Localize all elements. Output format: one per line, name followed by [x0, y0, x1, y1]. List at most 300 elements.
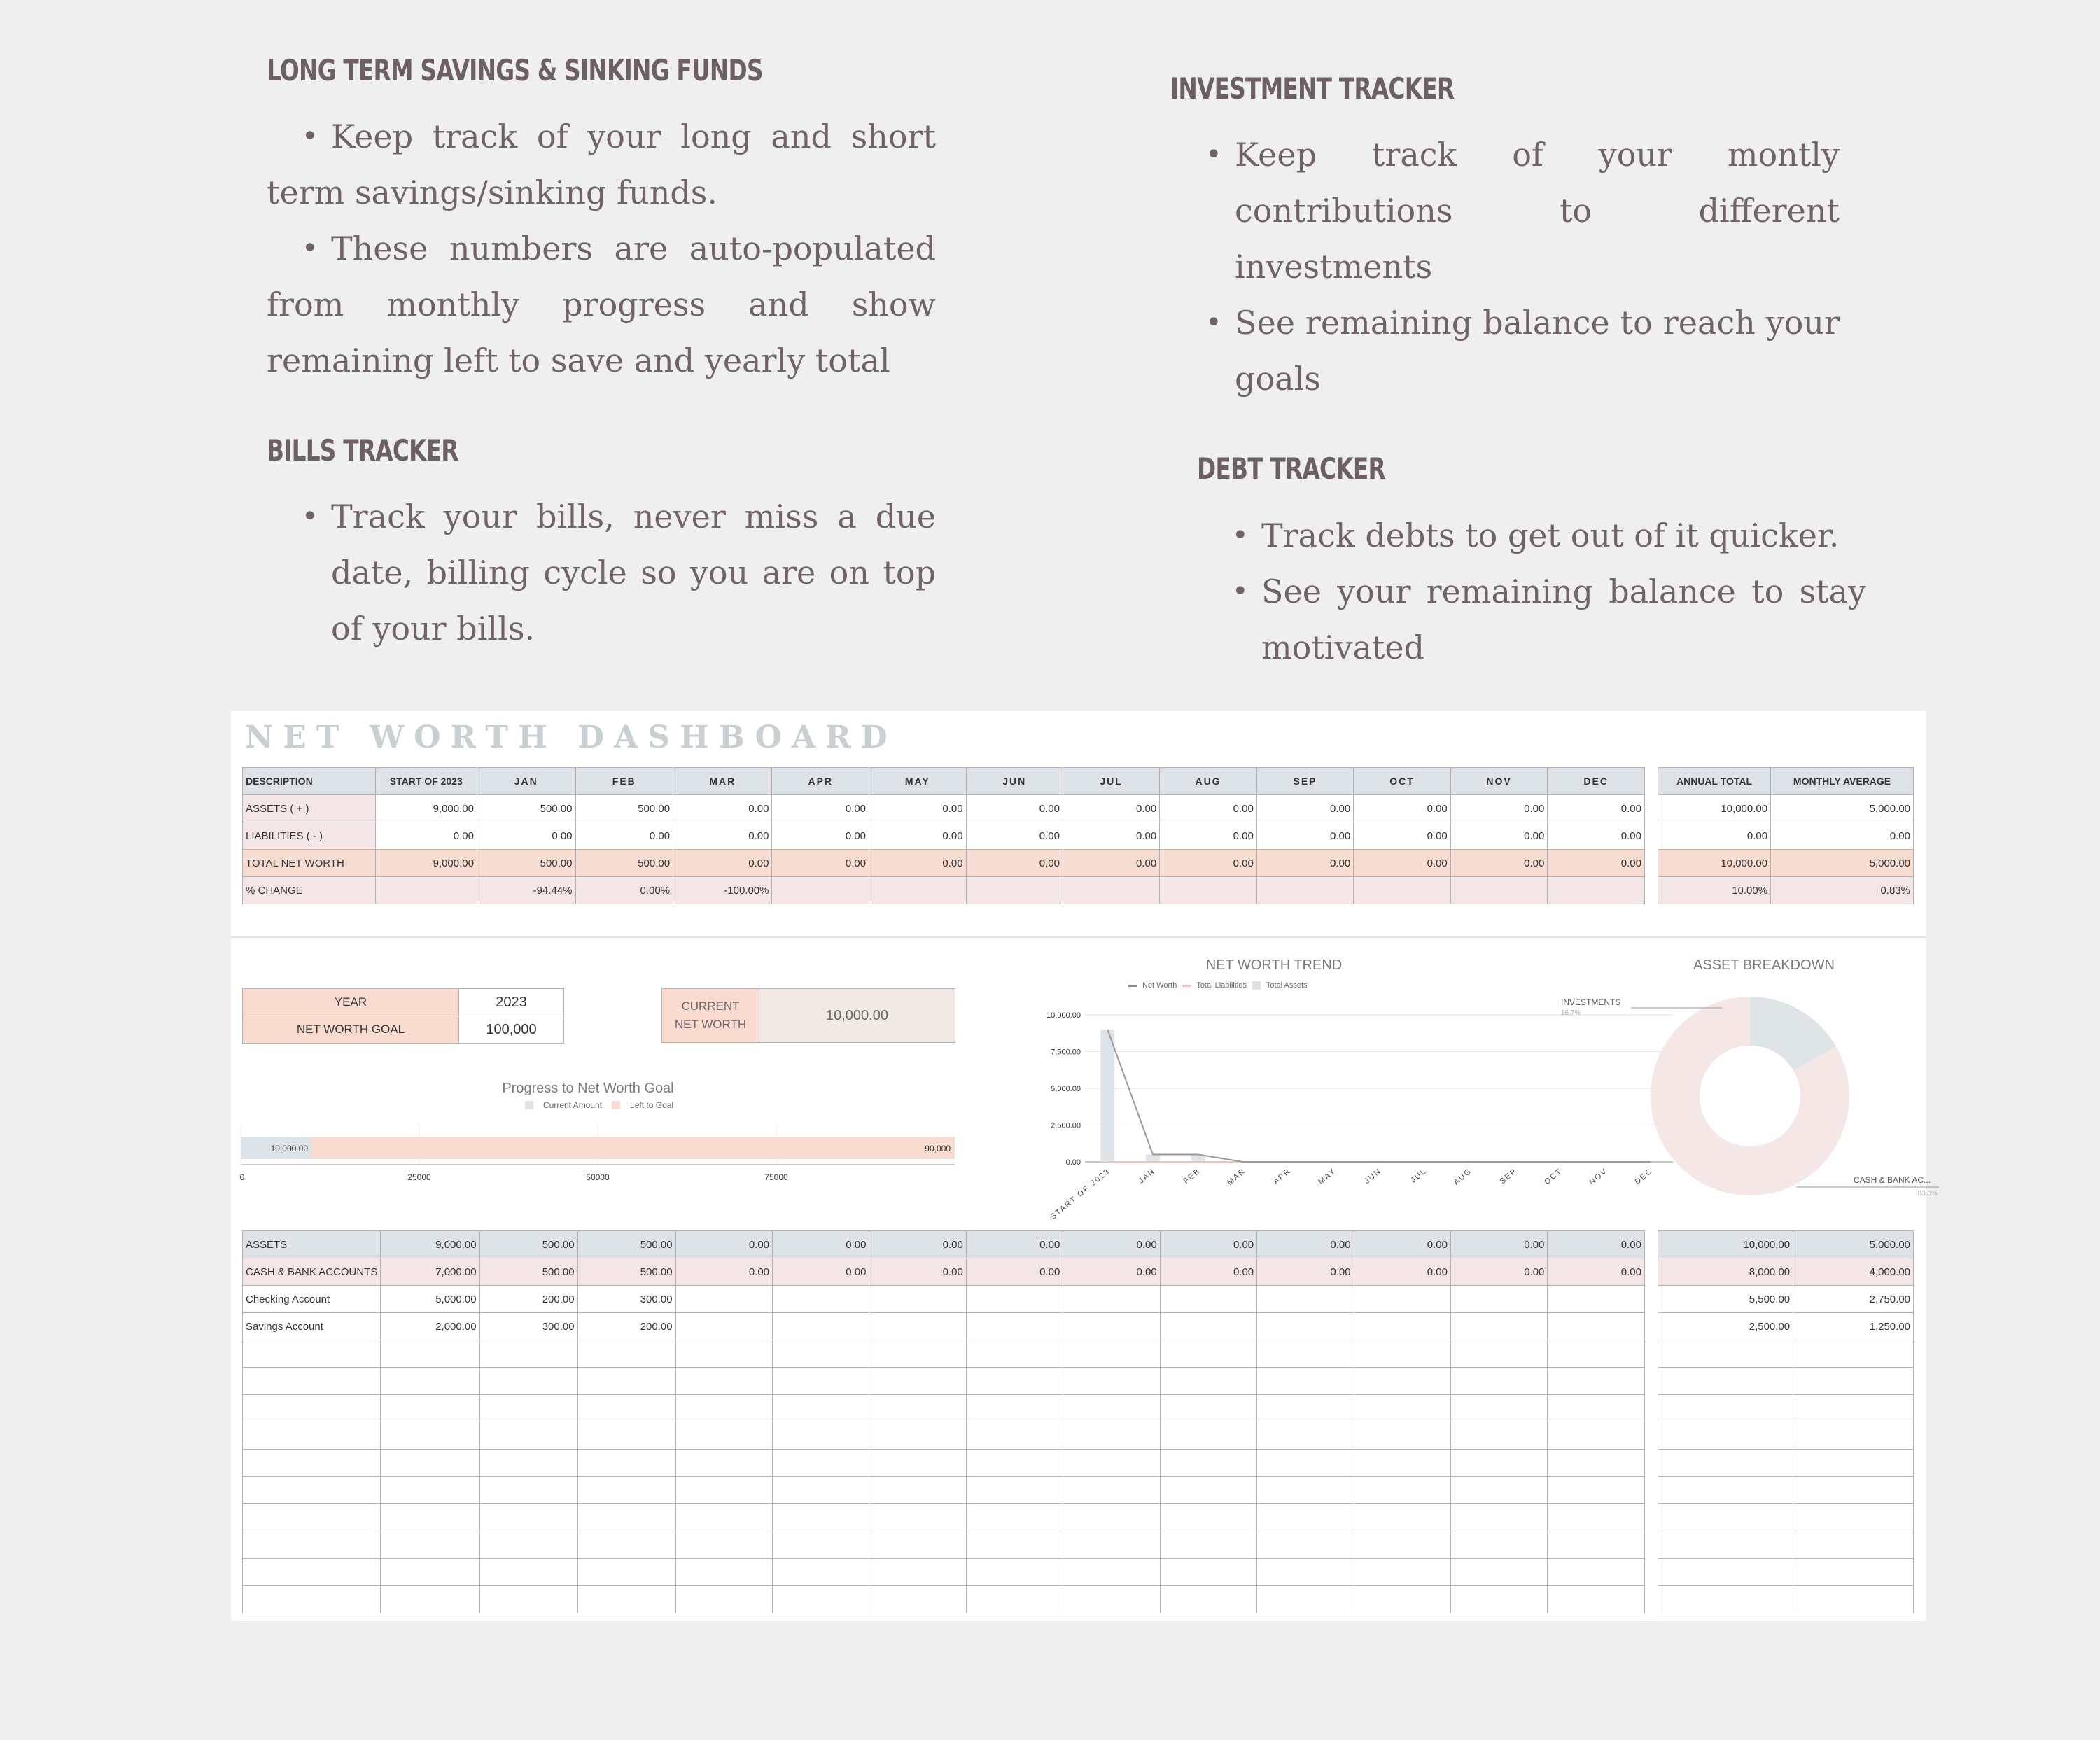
legend-swatch-assets: [1252, 981, 1261, 990]
legend-swatch-liabilities: [1182, 985, 1191, 987]
table-cell: 0.00: [869, 795, 967, 822]
table-cell: [578, 1477, 676, 1504]
table-cell: [773, 1450, 869, 1477]
table-cell: 0.00: [1256, 822, 1353, 850]
table-cell: [1257, 1477, 1354, 1504]
table-cell: [1063, 1586, 1160, 1613]
table-cell: 500.00: [477, 850, 575, 877]
table-cell: [479, 1368, 578, 1395]
x-tick-label: JUN: [1363, 1167, 1383, 1186]
column-header: DEC: [1548, 768, 1645, 795]
progress-legend: [525, 1100, 673, 1110]
table-cell: [1548, 1450, 1645, 1477]
table-cell: [1160, 1504, 1256, 1531]
table-cell: 0.00: [1063, 850, 1159, 877]
empty-row: [1658, 1504, 1914, 1531]
savings-bullet-1: • Keep track of your long and short term savings/sinking funds.: [267, 108, 936, 220]
investment-bullet-1: • Keep track of your montly contributions to different investments: [1235, 127, 1840, 295]
table-cell: [1450, 877, 1548, 904]
table-cell: 0.00: [575, 822, 673, 850]
table-cell: 0.00: [1257, 1258, 1354, 1286]
table-cell: [1548, 1531, 1645, 1559]
table-cell: 0.00: [1450, 822, 1548, 850]
table-cell: 0.00: [1063, 1258, 1160, 1286]
table-cell: [1354, 1586, 1450, 1613]
current-net-worth-value: 10,000.00: [760, 989, 955, 1042]
table-cell: 0.00: [1354, 795, 1451, 822]
x-tick-label: 50000: [586, 1172, 610, 1182]
table-cell: 200.00: [479, 1286, 578, 1313]
empty-row: [1658, 1340, 1914, 1368]
x-tick-label: FEB: [1182, 1167, 1203, 1186]
table-cell: [773, 1368, 869, 1395]
table-cell: [1160, 1422, 1256, 1450]
table-row: [243, 850, 1645, 877]
x-tick-label: OCT: [1543, 1167, 1564, 1187]
table-cell: [966, 1531, 1063, 1559]
row-label: TOTAL NET WORTH: [243, 850, 376, 877]
table-cell: [243, 1477, 381, 1504]
table-cell: [773, 1559, 869, 1586]
table-cell: [578, 1559, 676, 1586]
bar-total-assets: [1100, 1030, 1114, 1162]
table-cell: [1354, 1450, 1450, 1477]
column-header: APR: [772, 768, 869, 795]
empty-row: [1658, 1477, 1914, 1504]
table-cell: [1354, 1395, 1450, 1422]
table-cell: [1257, 1559, 1354, 1586]
net-worth-dashboard: [231, 711, 1938, 1621]
table-cell: 0.00: [869, 850, 967, 877]
summary-table: [242, 767, 1645, 904]
table-cell: 0.00: [1658, 822, 1771, 850]
slice-pct-label: 16.7%: [1561, 1009, 1581, 1017]
x-tick-label: AUG: [1452, 1167, 1474, 1187]
empty-row: [243, 1450, 1645, 1477]
table-cell: 500.00: [578, 1258, 676, 1286]
x-tick-label: MAR: [1226, 1167, 1248, 1187]
column-header: FEB: [575, 768, 673, 795]
legend-swatch-left: [612, 1101, 620, 1109]
table-cell: [966, 1559, 1063, 1586]
table-cell: 0.00: [1548, 1258, 1645, 1286]
table-cell: [1548, 877, 1645, 904]
table-cell: [1160, 1340, 1256, 1368]
table-cell: 0.00: [375, 822, 477, 850]
table-cell: 0.00: [772, 850, 869, 877]
assets-table: [242, 1230, 1645, 1613]
empty-row: [243, 1395, 1645, 1422]
current-net-worth-label: [662, 989, 760, 1042]
bills-section-body: [331, 489, 936, 657]
table-row: [1658, 850, 1914, 877]
table-cell: 0.00: [869, 1231, 966, 1258]
table-cell: [966, 1586, 1063, 1613]
table-row: [1658, 1231, 1914, 1258]
column-header: AUG: [1160, 768, 1257, 795]
table-cell: [1257, 1340, 1354, 1368]
table-cell: 0.00: [966, 1258, 1063, 1286]
y-tick-label: 10,000.00: [1046, 1011, 1081, 1020]
row-label: Savings Account: [243, 1313, 381, 1340]
column-header: OCT: [1354, 768, 1451, 795]
table-cell: [1450, 1531, 1547, 1559]
debt-bullet-2: • See your remaining balance to stay motivated: [1261, 563, 1866, 675]
trend-chart-title: NET WORTH TREND: [1205, 957, 1343, 973]
table-cell: [1450, 1313, 1547, 1340]
empty-row: [1658, 1422, 1914, 1450]
table-cell: [773, 1313, 869, 1340]
row-label: CASH & BANK ACCOUNTS: [243, 1258, 381, 1286]
column-header: JUL: [1063, 768, 1159, 795]
table-cell: [773, 1286, 869, 1313]
table-row: [1658, 877, 1914, 904]
table-cell: [1354, 1313, 1450, 1340]
empty-row: [1658, 1450, 1914, 1477]
table-cell: 0.00: [673, 850, 772, 877]
table-row: [1658, 822, 1914, 850]
table-cell: [1658, 1477, 1793, 1504]
table-cell: [869, 1395, 966, 1422]
empty-row: [1658, 1368, 1914, 1395]
table-cell: 0.00: [673, 822, 772, 850]
table-cell: [578, 1450, 676, 1477]
table-cell: [578, 1368, 676, 1395]
table-cell: [1793, 1586, 1914, 1613]
table-cell: [1793, 1340, 1914, 1368]
x-tick-label: MAY: [1317, 1167, 1338, 1186]
table-cell: [676, 1586, 772, 1613]
table-cell: [869, 1531, 966, 1559]
bills-bullet-1: • Track your bills, never miss a due date, billing cycle so you are on top of your bills.: [331, 489, 936, 657]
table-cell: [1658, 1340, 1793, 1368]
x-tick-label: DEC: [1633, 1167, 1655, 1187]
table-cell: [1450, 1586, 1547, 1613]
table-cell: 9,000.00: [375, 850, 477, 877]
table-cell: [1257, 1313, 1354, 1340]
table-cell: [381, 1422, 479, 1450]
investment-section-body: [1235, 127, 1840, 407]
table-cell: [676, 1531, 772, 1559]
table-cell: [243, 1531, 381, 1559]
table-cell: [1658, 1531, 1793, 1559]
legend-swatch-networth: [1128, 985, 1137, 987]
table-cell: [676, 1395, 772, 1422]
table-cell: [1354, 1477, 1450, 1504]
table-cell: [1450, 1286, 1547, 1313]
table-cell: [1063, 1422, 1160, 1450]
progress-chart-title: Progress to Net Worth Goal: [502, 1081, 674, 1096]
table-cell: 0.00: [1548, 795, 1645, 822]
legend-liabilities: Total Liabilities: [1196, 981, 1247, 990]
table-cell: [381, 1395, 479, 1422]
table-cell: [375, 877, 477, 904]
row-label: ASSETS ( + ): [243, 795, 376, 822]
table-cell: [1658, 1422, 1793, 1450]
year-input[interactable]: 2023: [459, 989, 564, 1016]
x-tick-label: 75000: [764, 1172, 788, 1182]
x-tick-label: NOV: [1588, 1167, 1610, 1187]
empty-row: [243, 1340, 1645, 1368]
table-cell: [676, 1477, 772, 1504]
empty-row: [243, 1531, 1645, 1559]
row-label: ASSETS: [243, 1231, 381, 1258]
table-cell: [381, 1340, 479, 1368]
legend-current: Current Amount: [543, 1100, 603, 1110]
row-label: Checking Account: [243, 1286, 381, 1313]
table-cell: [1160, 1286, 1256, 1313]
column-header: ANNUAL TOTAL: [1658, 768, 1771, 795]
table-cell: 0.00: [1450, 1231, 1547, 1258]
table-cell: [869, 1504, 966, 1531]
table-cell: [1354, 1340, 1450, 1368]
y-tick-label: 0.00: [1065, 1158, 1081, 1167]
table-cell: 5,500.00: [1658, 1286, 1793, 1313]
table-cell: [1256, 877, 1353, 904]
table-cell: [479, 1586, 578, 1613]
empty-row: [1658, 1395, 1914, 1422]
table-cell: [869, 1477, 966, 1504]
table-cell: 0.00: [477, 822, 575, 850]
y-tick-label: 7,500.00: [1051, 1048, 1081, 1057]
table-cell: 500.00: [575, 850, 673, 877]
table-cell: 2,000.00: [381, 1313, 479, 1340]
table-row: [243, 795, 1645, 822]
table-cell: [676, 1286, 772, 1313]
table-cell: [1160, 1395, 1256, 1422]
table-cell: -100.00%: [673, 877, 772, 904]
label-left-to-goal: 90,000: [925, 1144, 951, 1153]
x-tick-label: JUL: [1409, 1167, 1429, 1185]
table-cell: [1063, 1313, 1160, 1340]
table-cell: [578, 1531, 676, 1559]
table-cell: 500.00: [477, 795, 575, 822]
table-cell: 0.00: [1450, 850, 1548, 877]
table-cell: [578, 1340, 676, 1368]
table-row: [1658, 1258, 1914, 1286]
table-cell: [966, 877, 1063, 904]
table-cell: [1063, 1395, 1160, 1422]
label-current-amount: 10,000.00: [270, 1144, 308, 1153]
table-cell: [869, 1313, 966, 1340]
table-cell: [966, 1313, 1063, 1340]
table-cell: [1257, 1450, 1354, 1477]
empty-row: [243, 1368, 1645, 1395]
table-cell: 300.00: [578, 1286, 676, 1313]
table-cell: [1548, 1313, 1645, 1340]
table-cell: [1658, 1395, 1793, 1422]
x-tick-label: START OF 2023: [1049, 1167, 1112, 1221]
legend-left: Left to Goal: [630, 1100, 674, 1110]
table-cell: 0.00: [676, 1258, 772, 1286]
table-cell: [773, 1504, 869, 1531]
table-cell: [1257, 1586, 1354, 1613]
table-cell: [966, 1477, 1063, 1504]
table-cell: [869, 1586, 966, 1613]
legend-assets: Total Assets: [1266, 981, 1308, 990]
empty-row: [1658, 1559, 1914, 1586]
table-cell: [1548, 1395, 1645, 1422]
table-cell: [1450, 1368, 1547, 1395]
table-cell: 0.00: [772, 795, 869, 822]
table-cell: [243, 1559, 381, 1586]
column-header: MAY: [869, 768, 967, 795]
table-cell: [1160, 1531, 1256, 1559]
table-cell: [1160, 1313, 1256, 1340]
table-cell: 0.00: [1257, 1231, 1354, 1258]
column-header: SEP: [1256, 768, 1353, 795]
table-cell: [773, 1395, 869, 1422]
table-cell: [578, 1422, 676, 1450]
savings-section-title: LONG TERM SAVINGS & SINKING FUNDS: [267, 53, 763, 87]
table-cell: [869, 1340, 966, 1368]
table-cell: [479, 1504, 578, 1531]
table-cell: [869, 1450, 966, 1477]
y-tick-label: 2,500.00: [1051, 1121, 1081, 1130]
table-cell: [1063, 1286, 1160, 1313]
table-cell: [966, 1395, 1063, 1422]
progress-chart: [241, 1110, 962, 1187]
table-cell: [869, 1422, 966, 1450]
table-cell: [1793, 1450, 1914, 1477]
table-cell: 10,000.00: [1658, 1231, 1793, 1258]
table-cell: [676, 1422, 772, 1450]
row-label: % CHANGE: [243, 877, 376, 904]
table-cell: 10,000.00: [1658, 850, 1771, 877]
table-cell: [1793, 1477, 1914, 1504]
savings-bullet-2: • These numbers are auto-populated from monthly progress and show remaining left to save and yearly total: [267, 220, 936, 388]
table-cell: [479, 1340, 578, 1368]
table-cell: 0.00: [773, 1231, 869, 1258]
table-cell: 10,000.00: [1658, 795, 1771, 822]
table-cell: [1548, 1422, 1645, 1450]
table-cell: [869, 1559, 966, 1586]
table-cell: [1548, 1586, 1645, 1613]
table-cell: 5,000.00: [1771, 850, 1914, 877]
table-cell: [381, 1450, 479, 1477]
table-cell: [1354, 1559, 1450, 1586]
table-cell: 0.00: [1063, 795, 1159, 822]
table-cell: [243, 1395, 381, 1422]
table-cell: [1063, 1531, 1160, 1559]
table-cell: 0.00: [869, 822, 967, 850]
slice-label: INVESTMENTS: [1561, 997, 1621, 1007]
table-cell: [243, 1368, 381, 1395]
table-cell: [1160, 1477, 1256, 1504]
table-cell: [479, 1450, 578, 1477]
bar-left-to-goal: [312, 1137, 955, 1159]
table-cell: 500.00: [578, 1231, 676, 1258]
table-cell: 0.00: [1450, 1258, 1547, 1286]
table-cell: [1793, 1395, 1914, 1422]
goal-input[interactable]: 100,000: [459, 1016, 564, 1044]
table-cell: [479, 1559, 578, 1586]
table-cell: [381, 1531, 479, 1559]
legend-swatch-current: [525, 1101, 533, 1109]
empty-row: [1658, 1586, 1914, 1613]
table-cell: [1257, 1286, 1354, 1313]
table-row: [243, 822, 1645, 850]
table-cell: [1354, 1368, 1450, 1395]
table-cell: 1,250.00: [1793, 1313, 1914, 1340]
table-cell: 9,000.00: [375, 795, 477, 822]
table-cell: [1658, 1504, 1793, 1531]
table-cell: [1063, 1477, 1160, 1504]
table-cell: [1354, 877, 1451, 904]
table-cell: [1793, 1368, 1914, 1395]
column-header: JAN: [477, 768, 575, 795]
empty-row: [243, 1477, 1645, 1504]
savings-section-body: [267, 108, 936, 388]
table-cell: [1658, 1586, 1793, 1613]
table-cell: [1257, 1368, 1354, 1395]
table-cell: [1793, 1504, 1914, 1531]
table-cell: [479, 1531, 578, 1559]
table-cell: [966, 1504, 1063, 1531]
table-cell: [676, 1340, 772, 1368]
table-cell: [676, 1504, 772, 1531]
dashboard-title: NET WORTH DASHBOARD: [245, 720, 897, 755]
bills-section-title: BILLS TRACKER: [267, 433, 458, 468]
table-cell: 0.00: [1160, 1258, 1256, 1286]
empty-row: [243, 1559, 1645, 1586]
column-header: START OF 2023: [375, 768, 477, 795]
table-cell: 0.00: [869, 1258, 966, 1286]
table-cell: 4,000.00: [1793, 1258, 1914, 1286]
table-cell: [243, 1586, 381, 1613]
trend-legend: [1128, 981, 1308, 990]
table-cell: [1658, 1559, 1793, 1586]
x-tick-label: 0: [239, 1172, 245, 1182]
table-cell: [773, 1531, 869, 1559]
table-cell: [966, 1340, 1063, 1368]
table-cell: 0.00: [1450, 795, 1548, 822]
table-cell: 0.00: [1354, 850, 1451, 877]
table-cell: [243, 1450, 381, 1477]
table-cell: [773, 1586, 869, 1613]
table-cell: 0.00: [1548, 1231, 1645, 1258]
debt-section-body: [1261, 507, 1866, 675]
row-label: LIABILITIES ( - ): [243, 822, 376, 850]
table-cell: 10.00%: [1658, 877, 1771, 904]
table-cell: 0.00%: [575, 877, 673, 904]
header-row: [243, 768, 1645, 795]
table-cell: 300.00: [479, 1313, 578, 1340]
table-cell: [578, 1504, 676, 1531]
table-cell: [676, 1450, 772, 1477]
table-cell: [1450, 1395, 1547, 1422]
table-cell: 0.00: [966, 1231, 1063, 1258]
table-cell: [1793, 1531, 1914, 1559]
asset-chart-title: ASSET BREAKDOWN: [1693, 957, 1835, 973]
table-row: [1658, 1286, 1914, 1313]
table-cell: [1257, 1531, 1354, 1559]
column-header: NOV: [1450, 768, 1548, 795]
table-cell: [1160, 877, 1257, 904]
divider: [231, 936, 1926, 938]
table-cell: [1257, 1422, 1354, 1450]
table-cell: [1160, 1368, 1256, 1395]
table-cell: [1063, 1340, 1160, 1368]
empty-row: [243, 1422, 1645, 1450]
table-cell: [1063, 1559, 1160, 1586]
table-cell: [578, 1395, 676, 1422]
table-cell: [1450, 1340, 1547, 1368]
goal-label: NET WORTH GOAL: [243, 1016, 459, 1044]
goal-inputs: [242, 988, 564, 1044]
bar-total-assets: [1146, 1155, 1160, 1163]
table-cell: 500.00: [575, 795, 673, 822]
